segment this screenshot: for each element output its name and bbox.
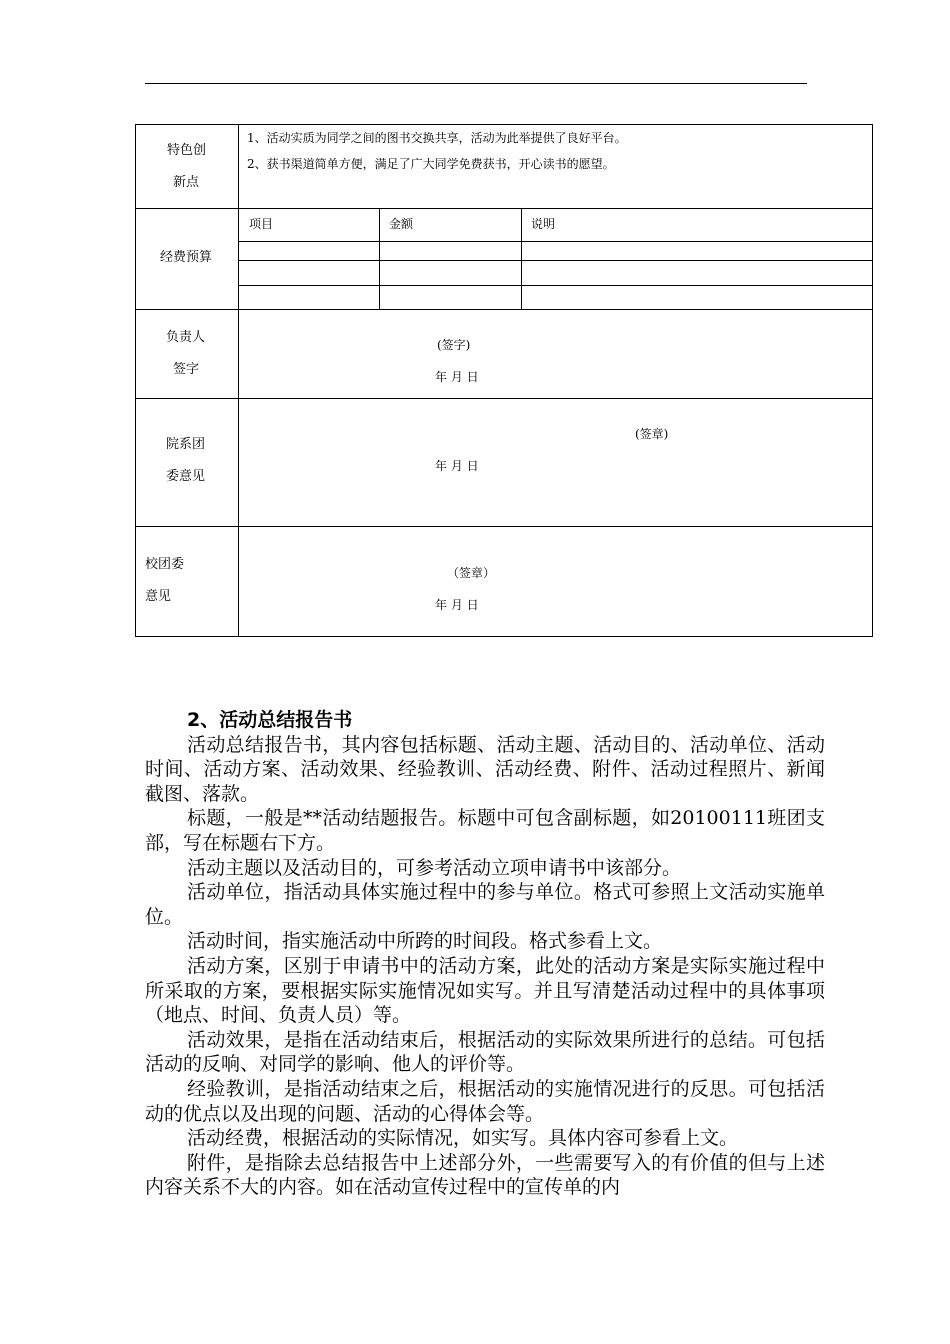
budget-row-divider — [239, 285, 872, 286]
budget-row — [136, 209, 872, 310]
innovation-item: 2、获书渠道简单方便，满足了广大同学免费获书，开心读书的愿望。 — [247, 157, 615, 171]
innovation-label-line1: 特色创 — [167, 143, 207, 158]
paragraph: 活动时间，指实施活动中所跨的时间段。格式参看上文。 — [187, 930, 663, 953]
leader-label — [136, 310, 239, 398]
paragraph: 附件，是指除去总结报告中上述部分外，一些需要写入的有价值的但与上述内容关系不大的内容。如在活动宣传过程中的宣传单的内 — [145, 1151, 825, 1199]
college-label — [136, 399, 239, 526]
budget-row-divider — [239, 241, 872, 242]
date-label: 年 月 日 — [435, 598, 479, 612]
paragraph: 活动单位，指活动具体实施过程中的参与单位。格式可参照上文活动实施单位。 — [145, 881, 825, 928]
paragraph: 活动经费，根据活动的实际情况，如实写。具体内容可参看上文。 — [187, 1127, 739, 1150]
budget-label: 经费预算 — [160, 250, 213, 265]
paragraph: 标题，一般是**活动结题报告。标题中可包含副标题，如20100111班团支部，写在标题右下方。 — [145, 807, 825, 854]
summary-report-section — [145, 708, 825, 1200]
school-label — [136, 527, 239, 636]
paragraph: 活动主题以及活动目的，可参考活动立项申请书中该部分。 — [187, 856, 682, 879]
college-label-line1: 院系团 — [166, 437, 206, 452]
school-label-line2: 意见 — [145, 589, 172, 604]
paragraph: 活动效果，是指在活动结束后，根据活动的实际效果所进行的总结。可包括活动的反响、对同学的影响、他人的评价等。 — [145, 1028, 825, 1076]
innovation-label — [136, 125, 239, 208]
leader-row — [136, 310, 872, 399]
paragraph: 活动方案，区别于申请书中的活动方案，此处的活动方案是实际实施过程中所采取的方案，要根据实际实施情况如实写。并且写清楚活动过程中的具体事项（地点、时间、负责人员）等。 — [145, 954, 825, 1027]
school-label-line1: 校团委 — [145, 557, 185, 572]
budget-col-item: 项目 — [249, 217, 274, 231]
budget-table — [239, 209, 872, 309]
budget-row-divider — [239, 260, 872, 261]
header-rule — [145, 83, 807, 84]
leader-label-line1: 负责人 — [166, 330, 206, 345]
seal-label: （签章） — [447, 566, 496, 580]
leader-content — [239, 310, 872, 398]
budget-col-divider — [379, 209, 380, 309]
school-content — [239, 527, 872, 636]
college-label-line2: 委意见 — [166, 469, 206, 484]
budget-col-amount: 金额 — [389, 217, 414, 231]
budget-col-note: 说明 — [531, 217, 556, 231]
seal-label: (签章) — [635, 427, 669, 441]
application-form-table — [135, 124, 873, 637]
college-content — [239, 399, 872, 526]
innovation-row — [136, 125, 872, 209]
date-label: 年 月 日 — [435, 459, 479, 473]
college-row — [136, 399, 872, 527]
leader-label-line2: 签字 — [173, 362, 200, 377]
paragraph: 活动总结报告书，其内容包括标题、活动主题、活动目的、活动单位、活动时间、活动方案、活动效果、经验教训、活动经费、附件、活动过程照片、新闻截图、落款。 — [145, 733, 825, 805]
school-row — [136, 527, 872, 636]
innovation-label-line2: 新点 — [173, 175, 200, 190]
sign-label: (签字) — [437, 338, 471, 352]
date-label: 年 月 日 — [435, 370, 479, 384]
budget-label-cell — [136, 209, 239, 309]
paragraph: 经验教训，是指活动结束之后，根据活动的实施情况进行的反思。可包括活动的优点以及出现的问题、活动的心得体会等。 — [145, 1077, 825, 1125]
innovation-item: 1、活动实质为同学之间的图书交换共享，活动为此举提供了良好平台。 — [247, 131, 627, 145]
section-heading: 2、活动总结报告书 — [187, 709, 353, 731]
budget-col-divider — [521, 209, 522, 309]
innovation-content — [239, 125, 872, 208]
